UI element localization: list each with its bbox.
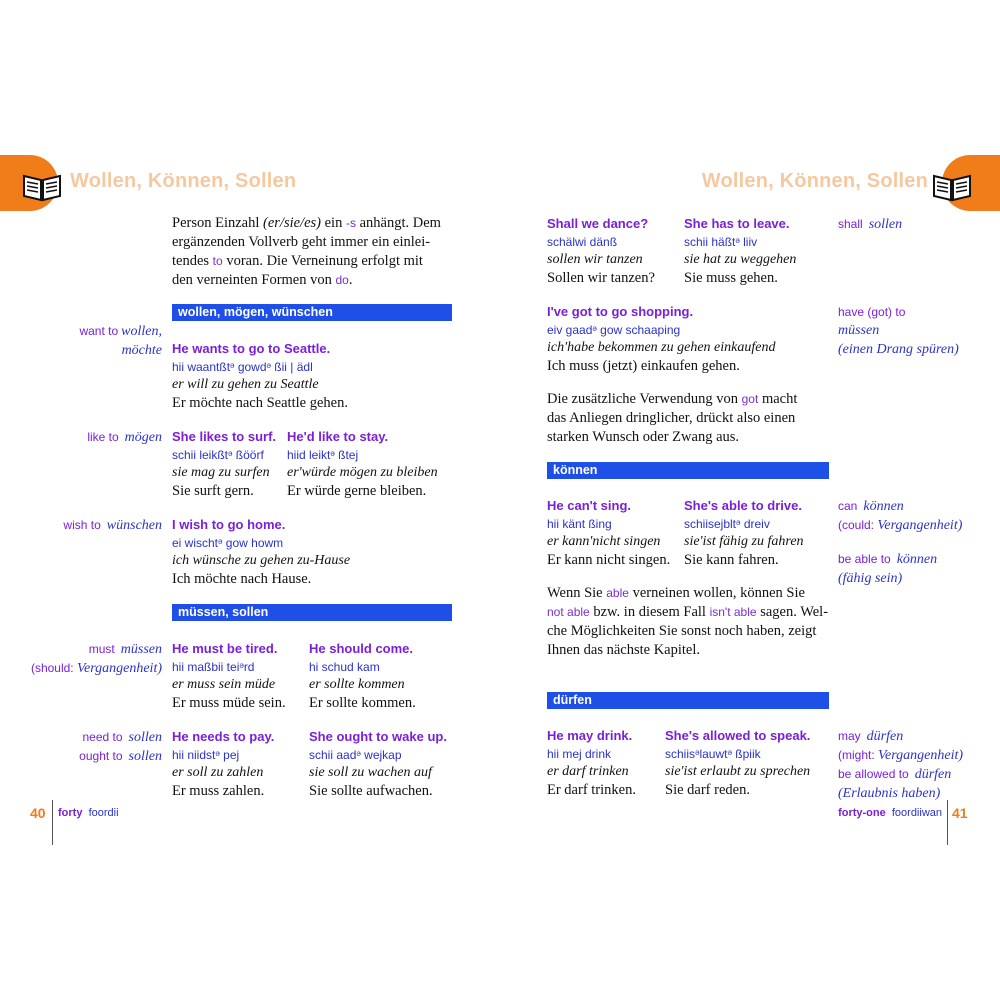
literal-translation: er soll zu zahlen (172, 765, 264, 780)
literal-translation: er muss sein müde (172, 677, 276, 692)
note-german: müssen (120, 642, 162, 657)
example-drive (684, 497, 804, 569)
page-title: Wollen, Können, Sollen (70, 170, 297, 192)
margin-note-may (838, 727, 963, 803)
german-translation: Sollen wir tanzen? (547, 270, 655, 286)
intro-paragraph (172, 214, 462, 290)
note-german: (fähig sein) (838, 571, 903, 586)
example-home (172, 516, 350, 588)
english-sentence: Shall we dance? (547, 216, 649, 231)
page-number: 40 (30, 805, 46, 821)
english-sentence: He'd like to stay. (287, 429, 389, 444)
note-german: können (896, 552, 938, 567)
paragraph-text: das Anliegen dringlicher, drückt also einen (547, 410, 796, 426)
note-german: sollen (128, 730, 162, 745)
literal-translation: sollen wir tanzen (547, 252, 643, 267)
english-sentence: She ought to wake up. (309, 729, 447, 744)
note-english: must (88, 642, 115, 656)
intro-text: tendes (172, 253, 213, 269)
section-band-wollen: wollen, mögen, wünschen (172, 304, 452, 321)
number-english: forty (58, 807, 83, 819)
note-english: be allowed to (838, 767, 909, 781)
section-band-muessen: müssen, sollen (172, 604, 452, 621)
note-german: Vergangenheit) (76, 661, 162, 676)
example-sing (547, 497, 670, 569)
german-translation: Sie sollte aufwachen. (309, 783, 433, 799)
pronunciation: schii häßtᵊ liiv (684, 235, 758, 249)
paragraph-text: macht (758, 391, 798, 407)
example-come (309, 640, 416, 712)
paragraph-text: Wenn Sie (547, 585, 607, 601)
number-pronunciation: foordii (88, 807, 119, 819)
pronunciation: schii aadᵊ wejkap (309, 748, 402, 762)
note-german: mögen (124, 430, 162, 445)
intro-text: anhängt. Dem (355, 215, 441, 231)
note-german: können (863, 499, 904, 514)
margin-note-have (838, 303, 959, 359)
example-dance (547, 215, 655, 287)
intro-text: Person Einzahl (172, 215, 264, 231)
intro-text: ergänzenden Vollverb geht immer ein einlei- (172, 234, 431, 250)
footer-divider (947, 800, 948, 845)
pronunciation: schiisejbltᵊ dreiv (684, 517, 770, 531)
german-translation: Ich möchte nach Hause. (172, 571, 312, 587)
example-stay (287, 428, 438, 500)
paragraph-text: che Möglichkeiten Sie sonst noch haben, zeigt (547, 623, 817, 639)
note-german: (Erlaubnis haben) (838, 786, 941, 801)
note-german: dürfen (914, 767, 952, 782)
literal-translation: er darf trinken (547, 764, 629, 779)
pronunciation: schälwi dänß (547, 235, 618, 249)
german-translation: Ich muss (jetzt) einkaufen gehen. (547, 358, 740, 374)
english-sentence: He needs to pay. (172, 729, 275, 744)
got-paragraph (547, 390, 837, 447)
english-sentence: He wants to go to Seattle. (172, 341, 331, 356)
note-english: like to (87, 430, 119, 444)
german-translation: Sie darf reden. (665, 782, 750, 798)
pronunciation: hii känt ßing (547, 517, 612, 531)
english-sentence: He should come. (309, 641, 414, 656)
highlight-word: able (606, 586, 629, 600)
english-sentence: I wish to go home. (172, 517, 286, 532)
english-sentence: She likes to surf. (172, 429, 277, 444)
paragraph-text: starken Wunsch oder Zwang aus. (547, 429, 740, 445)
pronunciation: hi schud kam (309, 660, 380, 674)
note-english: shall (838, 217, 863, 231)
note-german: müssen (838, 323, 880, 338)
literal-translation: ich'habe bekommen zu gehen einkaufend (547, 340, 776, 355)
literal-translation: sie hat zu weggehen (684, 252, 797, 267)
margin-note-need (79, 728, 162, 766)
literal-translation: er will zu gehen zu Seattle (172, 377, 319, 392)
margin-note-able (838, 550, 937, 588)
page-title: Wollen, Können, Sollen (701, 170, 928, 192)
note-english: have (got) to (838, 305, 906, 319)
intro-text: (er/sie/es) (263, 215, 321, 231)
literal-translation: sie'ist fähig zu fahren (684, 534, 804, 549)
note-english: can (838, 499, 858, 513)
pronunciation: eiv gaadᵊ gow schaaping (547, 323, 681, 337)
literal-translation: er sollte kommen (309, 677, 405, 692)
german-translation: Sie kann fahren. (684, 552, 779, 568)
english-sentence: He may drink. (547, 728, 633, 743)
intro-text: voran. Die Verneinung erfolgt mit (222, 253, 423, 269)
note-german: Vergangenheit) (877, 518, 963, 533)
literal-translation: ich wünsche zu gehen zu-Hause (172, 553, 351, 568)
note-german: Vergangenheit) (878, 748, 964, 763)
literal-translation: sie mag zu surfen (172, 465, 270, 480)
note-english: (could: (838, 518, 878, 532)
note-german: möchte (121, 343, 162, 358)
intro-text: . (348, 272, 353, 288)
note-english: may (838, 729, 861, 743)
margin-note-can (838, 497, 962, 535)
highlight-word: isn't able (709, 605, 757, 619)
german-translation: Sie surft gern. (172, 483, 254, 499)
intro-text: ein (321, 215, 346, 231)
pronunciation: ei wischtᵊ gow howm (172, 536, 284, 550)
page-number-word (838, 807, 942, 819)
note-german: dürfen (866, 729, 904, 744)
margin-note-wish (63, 516, 162, 535)
literal-translation: sie'ist erlaubt zu sprechen (665, 764, 811, 779)
literal-translation: er kann'nicht singen (547, 534, 661, 549)
margin-note-shall (838, 215, 902, 234)
example-pay (172, 728, 274, 800)
margin-note-like (87, 428, 162, 447)
paragraph-text: Die zusätzliche Verwendung von (547, 391, 742, 407)
english-sentence: She's allowed to speak. (665, 728, 811, 743)
example-speak (665, 727, 810, 799)
note-german: sollen (868, 217, 903, 232)
german-translation: Er darf trinken. (547, 782, 636, 798)
note-english: (might: (838, 748, 879, 762)
german-translation: Er sollte kommen. (309, 695, 416, 711)
german-translation: Sie muss gehen. (684, 270, 778, 286)
english-sentence: He must be tired. (172, 641, 278, 656)
example-surf (172, 428, 276, 500)
english-sentence: She has to leave. (684, 216, 790, 231)
note-english: be able to (838, 552, 891, 566)
german-translation: Er muss zahlen. (172, 783, 265, 799)
section-band-duerfen: dürfen (547, 692, 829, 709)
paragraph-text: Ihnen das nächste Kapitel. (547, 642, 701, 658)
number-english: forty-one (838, 807, 886, 819)
margin-note-must (31, 640, 162, 678)
paragraph-text: verneinen wollen, können Sie (628, 585, 805, 601)
example-tired (172, 640, 286, 712)
example-shopping (547, 303, 775, 375)
pronunciation: hii mej drink (547, 747, 612, 761)
literal-translation: sie soll zu wachen auf (309, 765, 432, 780)
example-drink (547, 727, 636, 799)
note-english: (should: (30, 661, 77, 675)
example-wake (309, 728, 447, 800)
note-german: sollen (128, 749, 162, 764)
note-english: ought to (79, 749, 123, 763)
highlight-word: not able (547, 605, 590, 619)
section-band-koennen: können (547, 462, 829, 479)
page-number: 41 (952, 805, 968, 821)
highlight-word: got (741, 392, 759, 406)
page-number-word (58, 807, 119, 819)
german-translation: Er würde gerne bleiben. (287, 483, 427, 499)
pronunciation: schii leikßtᵊ ßöörf (172, 448, 264, 462)
pronunciation: hii niidstᵊ pej (172, 748, 240, 762)
open-book-icon (22, 168, 62, 202)
literal-translation: er'würde mögen zu bleiben (287, 465, 438, 480)
footer-divider (52, 800, 53, 845)
right-page (500, 0, 1000, 1000)
pronunciation: schiisᵊlauwtᵊ ßpiik (665, 747, 761, 761)
note-english: want to (79, 324, 119, 338)
note-german: wollen, (121, 324, 162, 339)
paragraph-text: sagen. Wel- (756, 604, 829, 620)
open-book-icon (932, 168, 972, 202)
note-german: wünschen (106, 518, 162, 533)
highlight-word: do (335, 273, 349, 287)
pronunciation: hii maßbii teiᵊrd (172, 660, 255, 674)
english-sentence: He can't sing. (547, 498, 631, 513)
german-translation: Er möchte nach Seattle gehen. (172, 395, 348, 411)
note-german: (einen Drang spüren) (838, 342, 959, 357)
margin-note-want (79, 322, 162, 360)
paragraph-text: bzw. in diesem Fall (589, 604, 710, 620)
german-translation: Er kann nicht singen. (547, 552, 671, 568)
highlight-word: to (212, 254, 223, 268)
english-sentence: She's able to drive. (684, 498, 802, 513)
number-pronunciation: foordiiwan (891, 807, 942, 819)
example-seattle (172, 340, 348, 412)
german-translation: Er muss müde sein. (172, 695, 286, 711)
highlight-word: -s (345, 216, 356, 230)
note-english: wish to (63, 518, 101, 532)
pronunciation: hiid leiktᵊ ßtej (287, 448, 359, 462)
pronunciation: hii waantßtᵊ gowdᵊ ßii | ädl (172, 360, 313, 374)
example-leave (684, 215, 796, 287)
able-paragraph (547, 584, 837, 660)
english-sentence: I've got to go shopping. (547, 304, 694, 319)
intro-text: den verneinten Formen von (172, 272, 336, 288)
note-english: need to (82, 730, 123, 744)
